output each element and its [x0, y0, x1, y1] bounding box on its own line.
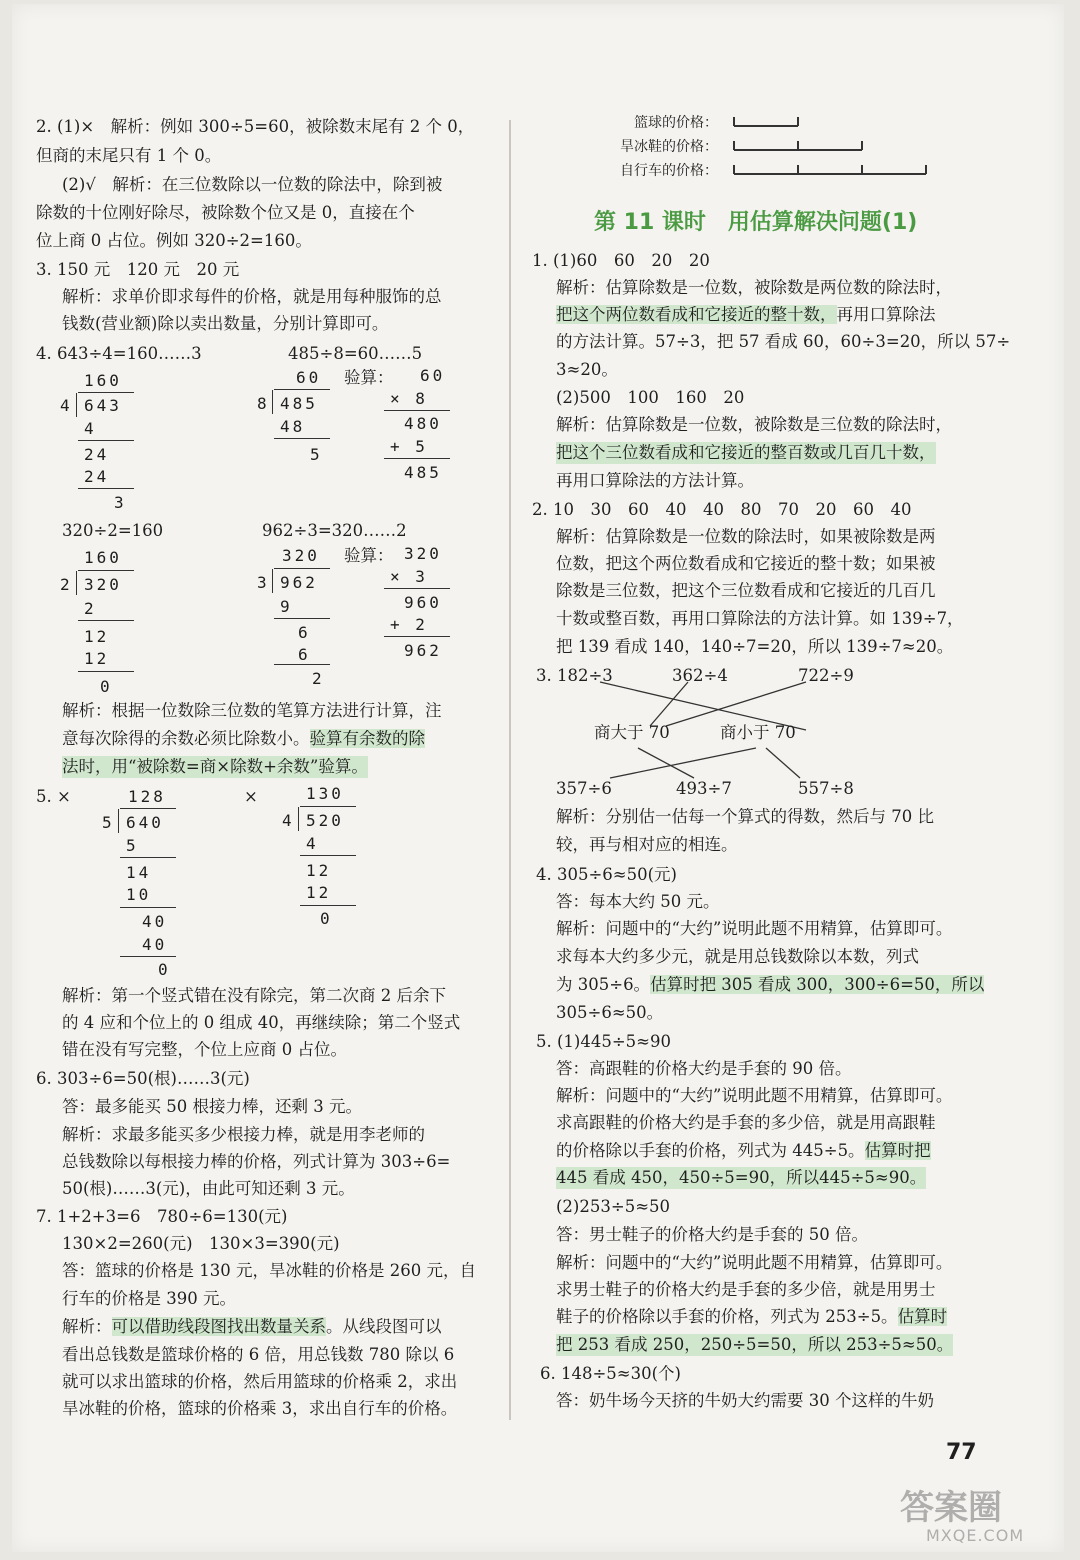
watermark: 答案圈 — [900, 1488, 1002, 1528]
r-q1-e3: 的方法计算。57÷3，把 57 看成 60，60÷3=20，所以 57÷ — [556, 332, 1011, 351]
q7-answer2: 行车的价格是 390 元。 — [62, 1289, 236, 1308]
r-q5-b-e3: 鞋子的价格除以手套的价格，列式为 253÷5。估算时 — [556, 1307, 948, 1326]
r-q2-e3: 除数是三位数，把这个三位数看成和它接近的几百几 — [556, 581, 936, 600]
r-q1-e1: 解析：估算除数是一位数，被除数是两位数的除法时， — [556, 278, 952, 297]
r-q6: 6. 148÷5≈30(个) — [540, 1364, 681, 1383]
expr-357-div-6: 357÷6 — [556, 779, 612, 798]
lesson-title: 第 11 课时 用估算解决问题(1) — [594, 210, 918, 235]
r-q5-e4: 445 看成 450，450÷5=90，所以445÷5≈90。 — [556, 1168, 927, 1187]
r-q2-e4: 十数或整百数，再用口算除法的方法计算。如 139÷7， — [556, 609, 964, 628]
q7-eq2: 130×2=260(元) 130×3=390(元) — [62, 1234, 340, 1253]
q6-equation: 6. 303÷6=50(根)……3(元) — [36, 1069, 250, 1088]
r-q4-e4: 305÷6≈50。 — [556, 1003, 664, 1022]
expr-182-div-3: 3. 182÷3 — [536, 666, 613, 685]
check-label-1: 验算： — [344, 368, 394, 387]
r-q2: 2. 10 30 60 40 40 80 70 20 60 40 — [532, 500, 912, 519]
q6-answer: 答：最多能买 50 根接力棒，还剩 3 元。 — [62, 1097, 362, 1116]
r-q2-e5: 把 139 看成 140，140÷7=20，所以 139÷7≈20。 — [556, 637, 954, 656]
r-q4-answer: 答：每本大约 50 元。 — [556, 892, 720, 911]
r-q5-answer: 答：高跟鞋的价格大约是手套的 90 倍。 — [556, 1059, 852, 1078]
q6-explain1: 解析：求最多能买多少根接力棒，就是用李老师的 — [62, 1125, 425, 1144]
label-quotient-greater-70: 商大于 70 — [594, 723, 670, 742]
label-quotient-less-70: 商小于 70 — [720, 723, 796, 742]
r-q5-e1: 解析：问题中的“大约”说明此题不用精算，估算即可。 — [556, 1086, 953, 1105]
expr-557-div-8: 557÷8 — [798, 779, 854, 798]
check-label-2: 验算： — [344, 546, 394, 565]
q5-mark-1: 5. × — [36, 787, 71, 806]
q2-part2-cont2: 位上商 0 占位。例如 320÷2=160。 — [36, 231, 312, 250]
r-q4-e3: 为 305÷6。估算时把 305 看成 300，300÷6=50，所以 — [556, 975, 985, 994]
q4-explain3: 法时，用“被除数=商×除数+余数”验算。 — [62, 757, 368, 776]
q4-explain1: 解析：根据一位数除三位数的笔算方法进行计算，注 — [62, 701, 442, 720]
expr-722-div-9: 722÷9 — [798, 666, 854, 685]
segment-label-bike: 自行车的价格： — [620, 163, 718, 179]
q5-explain1: 解析：第一个竖式错在没有除完，第二次商 2 后余下 — [62, 986, 446, 1005]
q5-mark-2: × — [244, 787, 258, 806]
q2-part2: (2)√ 解析：在三位数除以一位数的除法中，除到被 — [62, 175, 443, 194]
r-q6-answer: 答：奶牛场今天挤的牛奶大约需要 30 个这样的牛奶 — [556, 1391, 934, 1410]
q4-eq-d: 962÷3=320……2 — [262, 521, 407, 540]
r-q3-e1: 解析：分别估一估每一个算式的得数，然后与 70 比 — [556, 807, 934, 826]
r-q1-e7: 再用口算除法的方法计算。 — [556, 471, 754, 490]
r-q2-e2: 位数，把这个两位数看成和它接近的整十数；如果被 — [556, 554, 936, 573]
r-q1: 1. (1)60 60 20 20 — [532, 251, 710, 270]
r-q1-e6: 把这个三位数看成和它接近的整百数或几百几十数， — [556, 443, 936, 462]
r-q1-e2: 把这个两位数看成和它接近的整十数，再用口算除法 — [556, 305, 936, 324]
r-q4-e1: 解析：问题中的“大约”说明此题不用精算，估算即可。 — [556, 919, 953, 938]
r-q3-e2: 较，再与相对应的相连。 — [556, 835, 738, 854]
q7-eq1: 7. 1+2+3=6 780÷6=130(元) — [36, 1207, 288, 1226]
q2-part1-cont: 但商的末尾只有 1 个 0。 — [36, 146, 222, 165]
q4-explain2: 意每次除得的余数必须比除数小。验算有余数的除 — [62, 729, 425, 748]
q7-explain2: 看出总钱数是篮球价格的 6 倍，用总钱数 780 除以 6 — [62, 1345, 455, 1364]
r-q1-b: (2)500 100 160 20 — [556, 388, 745, 407]
r-q5: 5. (1)445÷5≈90 — [536, 1032, 671, 1051]
r-q4-e2: 求每本大约多少元，就是用总钱数除以本数，列式 — [556, 947, 919, 966]
page-number: 77 — [946, 1440, 977, 1465]
r-q5-b-e1: 解析：问题中的“大约”说明此题不用精算，估算即可。 — [556, 1253, 953, 1272]
r-q5-b-e4: 把 253 看成 250，250÷5=50，所以 253÷5≈50。 — [556, 1335, 954, 1354]
q7-explain4: 旱冰鞋的价格，篮球的价格乘 3，求出自行车的价格。 — [62, 1399, 458, 1418]
r-q5-e2: 求高跟鞋的价格大约是手套的多少倍，就是用高跟鞋 — [556, 1113, 936, 1132]
q4-eq-c: 320÷2=160 — [62, 521, 164, 540]
r-q5-e3: 的价格除以手套的价格，列式为 445÷5。估算时把 — [556, 1141, 931, 1160]
q4-eq-b: 485÷8=60……5 — [288, 344, 423, 363]
q5-explain3: 错在没有写完整，个位上应商 0 占位。 — [62, 1040, 347, 1059]
q4-eq-a: 4. 643÷4=160……3 — [36, 344, 202, 363]
q7-explain3: 就可以求出篮球的价格，然后用篮球的价格乘 2，求出 — [62, 1372, 458, 1391]
r-q2-e1: 解析：估算除数是一位数的除法时，如果被除数是两 — [556, 527, 936, 546]
expr-362-div-4: 362÷4 — [672, 666, 728, 685]
q5-explain2: 的 4 应和个位上的 0 组成 40，再继续除；第二个竖式 — [62, 1013, 461, 1032]
q2-part2-cont1: 除数的十位刚好除尽，被除数个位又是 0，直接在个 — [36, 203, 415, 222]
q3-explain1: 解析：求单价即求每件的价格，就是用每种服饰的总 — [62, 287, 442, 306]
segment-label-skates: 旱冰鞋的价格： — [620, 139, 718, 155]
q7-explain1: 解析：可以借助线段图找出数量关系。从线段图可以 — [62, 1317, 442, 1336]
r-q1-e4: 3≈20。 — [556, 360, 618, 379]
q6-explain3: 50(根)……3(元)，由此可知还剩 3 元。 — [62, 1179, 355, 1198]
r-q4: 4. 305÷6≈50(元) — [536, 865, 677, 884]
watermark-url: MXQE.COM — [926, 1526, 1025, 1545]
segment-label-basketball: 篮球的价格： — [634, 115, 718, 131]
q7-answer1: 答：篮球的价格是 130 元，旱冰鞋的价格是 260 元，自 — [62, 1261, 476, 1280]
r-q5-b-e2: 求男士鞋子的价格大约是手套的多少倍，就是用男士 — [556, 1280, 936, 1299]
q3-answer: 3. 150 元 120 元 20 元 — [36, 260, 240, 279]
r-q1-e5: 解析：估算除数是一位数，被除数是三位数的除法时， — [556, 415, 952, 434]
expr-493-div-7: 493÷7 — [676, 779, 732, 798]
r-q5-b: (2)253÷5≈50 — [556, 1197, 671, 1216]
q2-part1: 2. (1)× 解析：例如 300÷5=60，被除数末尾有 2 个 0， — [36, 117, 475, 136]
q3-explain2: 钱数(营业额)除以卖出数量，分别计算即可。 — [62, 314, 389, 333]
r-q5-b-answer: 答：男士鞋子的价格大约是手套的 50 倍。 — [556, 1225, 868, 1244]
q6-explain2: 总钱数除以每根接力棒的价格，列式计算为 303÷6= — [62, 1152, 451, 1171]
